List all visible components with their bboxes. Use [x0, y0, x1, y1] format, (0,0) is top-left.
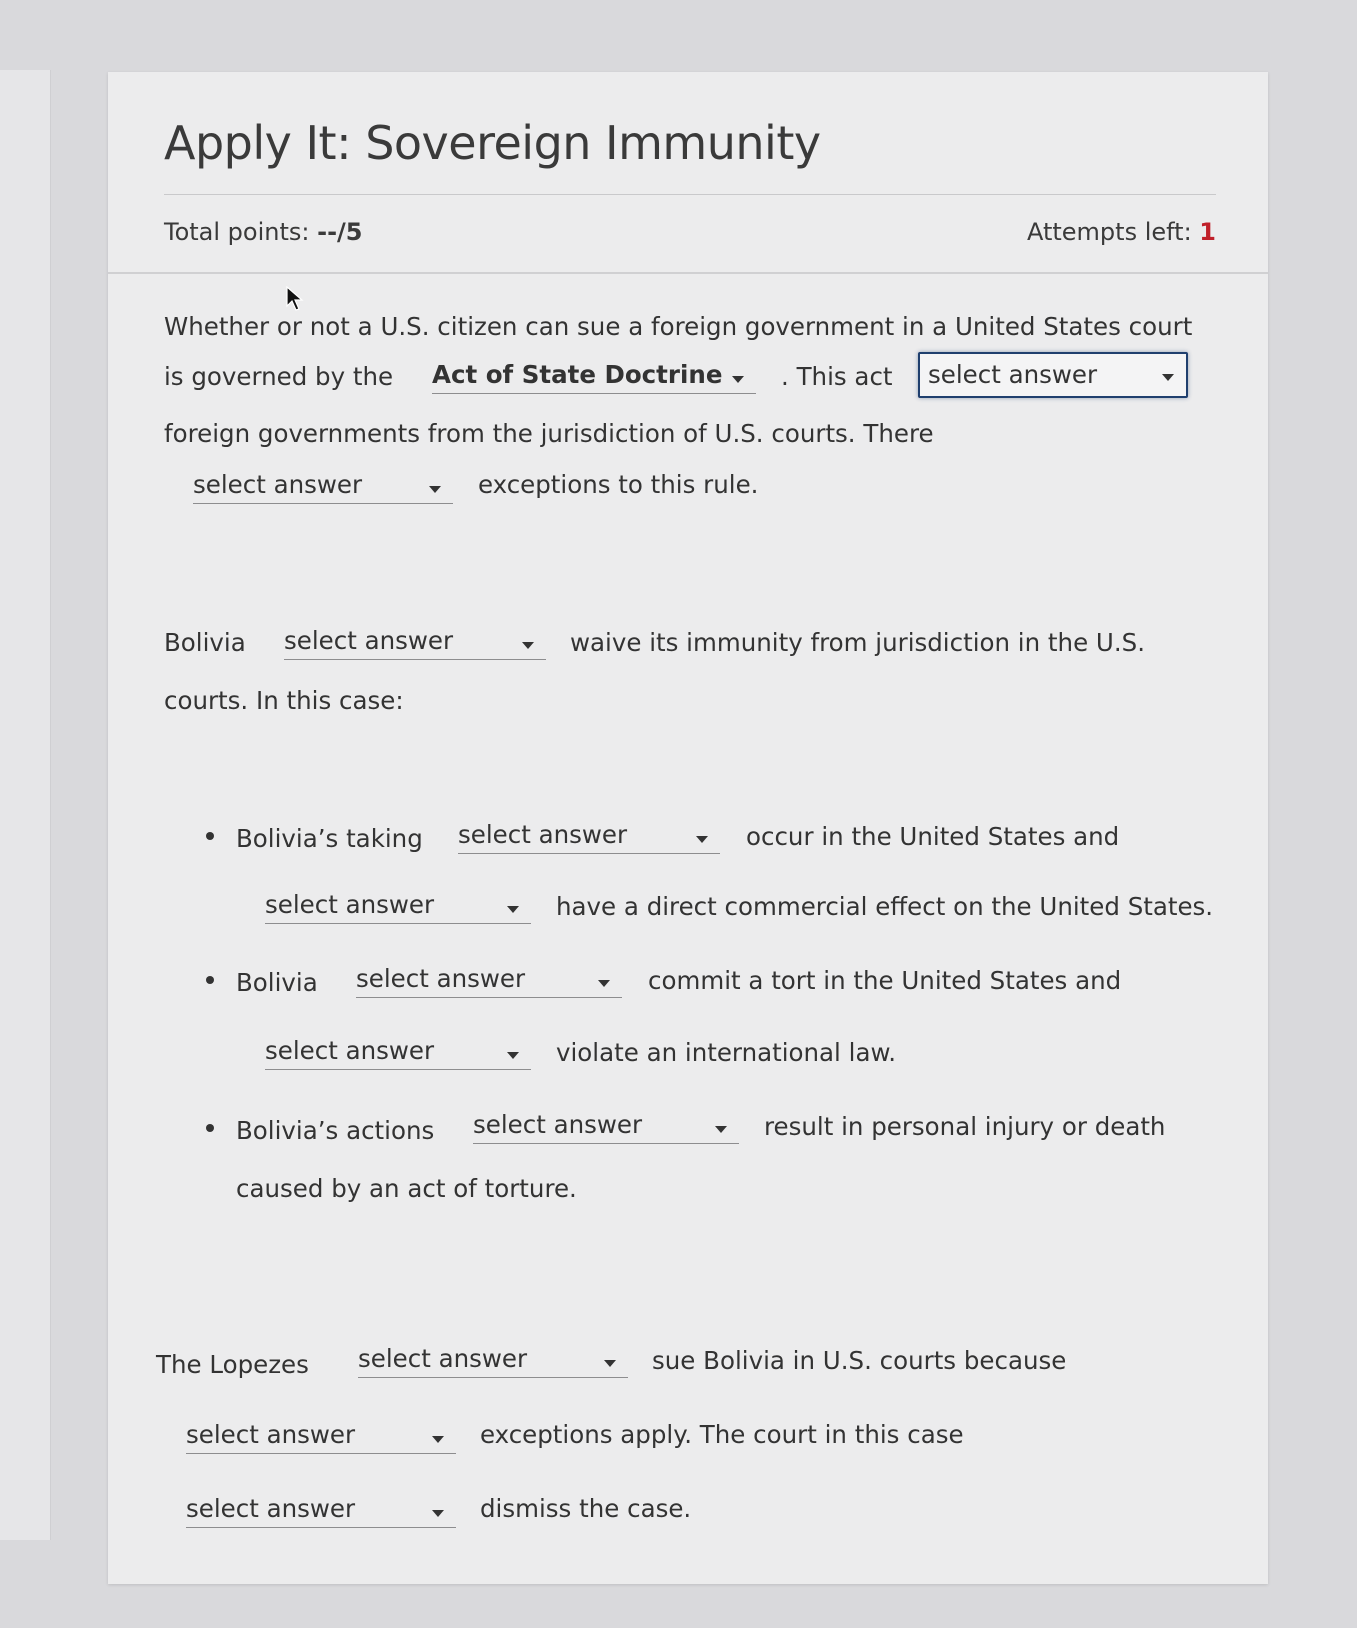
attempts-count: 1 [1199, 218, 1216, 246]
question-card [108, 72, 1268, 1584]
points-label: Total points: [164, 218, 318, 246]
b1-pre: Bolivia’s taking [236, 824, 423, 853]
p2-post: waive its immunity from jurisdiction in the U.S. [570, 628, 1145, 657]
chevron-down-icon [696, 836, 708, 843]
international-law-dropdown[interactable] [265, 1030, 531, 1070]
mouse-pointer-icon [286, 286, 306, 314]
chevron-down-icon [604, 1360, 616, 1367]
p1-line2-mid: . This act [781, 362, 893, 391]
court-dismiss-dropdown[interactable] [186, 1488, 456, 1528]
court-dismiss-value: select answer [186, 1494, 356, 1523]
p1-line3: foreign governments from the jurisdiction of U.S. courts. There [164, 419, 934, 448]
lopezes-sue-value: select answer [358, 1344, 528, 1373]
total-points [164, 218, 363, 246]
injury-dropdown[interactable] [473, 1104, 739, 1144]
chevron-down-icon [715, 1126, 727, 1133]
points-value: --/5 [317, 218, 363, 246]
b1-post: have a direct commercial effect on the United States. [556, 892, 1214, 921]
chevron-down-icon [732, 376, 744, 383]
waive-dropdown[interactable] [284, 620, 546, 660]
exceptions-apply-dropdown[interactable] [186, 1414, 456, 1454]
b1-mid: occur in the United States and [746, 822, 1120, 851]
attempts-label: Attempts left: [1026, 218, 1200, 246]
b2-post: violate an international law. [556, 1038, 897, 1067]
act-dropdown[interactable] [432, 354, 756, 394]
b3-mid: result in personal injury or death [764, 1112, 1166, 1141]
exceptions-count-value: select answer [193, 470, 363, 499]
international-law-value: select answer [265, 1036, 435, 1065]
exceptions-count-dropdown[interactable] [193, 464, 453, 504]
tort-value: select answer [356, 964, 526, 993]
act-dropdown-value: Act of State Doctrine [432, 360, 723, 389]
lopezes-sue-dropdown[interactable] [358, 1338, 628, 1378]
chevron-down-icon [432, 1510, 444, 1517]
adjacent-panel [0, 70, 51, 1540]
taking-occur-dropdown[interactable] [458, 814, 720, 854]
b3-pre: Bolivia’s actions [236, 1116, 435, 1145]
p2-pre: Bolivia [164, 628, 246, 657]
card-header [108, 72, 1268, 274]
p3-post2: exceptions apply. The court in this case [480, 1420, 964, 1449]
exceptions-apply-value: select answer [186, 1420, 356, 1449]
exempts-dropdown[interactable] [918, 352, 1188, 398]
b2-mid: commit a tort in the United States and [648, 966, 1122, 995]
p3-post1: sue Bolivia in U.S. courts because [652, 1346, 1067, 1375]
p2-line2: courts. In this case: [164, 686, 404, 715]
waive-dropdown-value: select answer [284, 626, 454, 655]
p3-pre: The Lopezes [156, 1350, 309, 1379]
chevron-down-icon [507, 906, 519, 913]
bullet-dot [206, 832, 214, 840]
tort-dropdown[interactable] [356, 958, 622, 998]
taking-occur-value: select answer [458, 820, 628, 849]
p1-line4-post: exceptions to this rule. [478, 470, 759, 499]
bullet-dot [206, 976, 214, 984]
p1-line2-pre: is governed by the [164, 362, 394, 391]
b2-pre: Bolivia [236, 968, 318, 997]
exempts-dropdown-value: select answer [928, 360, 1098, 389]
chevron-down-icon [507, 1052, 519, 1059]
chevron-down-icon [432, 1436, 444, 1443]
taking-effect-value: select answer [265, 890, 435, 919]
chevron-down-icon [598, 980, 610, 987]
chevron-down-icon [522, 642, 534, 649]
b3-post: caused by an act of torture. [236, 1174, 577, 1203]
taking-effect-dropdown[interactable] [265, 884, 531, 924]
page-title: Apply It: Sovereign Immunity [164, 116, 821, 170]
attempts-left [1027, 218, 1216, 246]
chevron-down-icon [1162, 374, 1174, 381]
p3-post3: dismiss the case. [480, 1494, 692, 1523]
title-divider [164, 194, 1216, 195]
chevron-down-icon [429, 486, 441, 493]
injury-value: select answer [473, 1110, 643, 1139]
p1-line1: Whether or not a U.S. citizen can sue a foreign government in a United States court [164, 312, 1193, 341]
bullet-dot [206, 1124, 214, 1132]
